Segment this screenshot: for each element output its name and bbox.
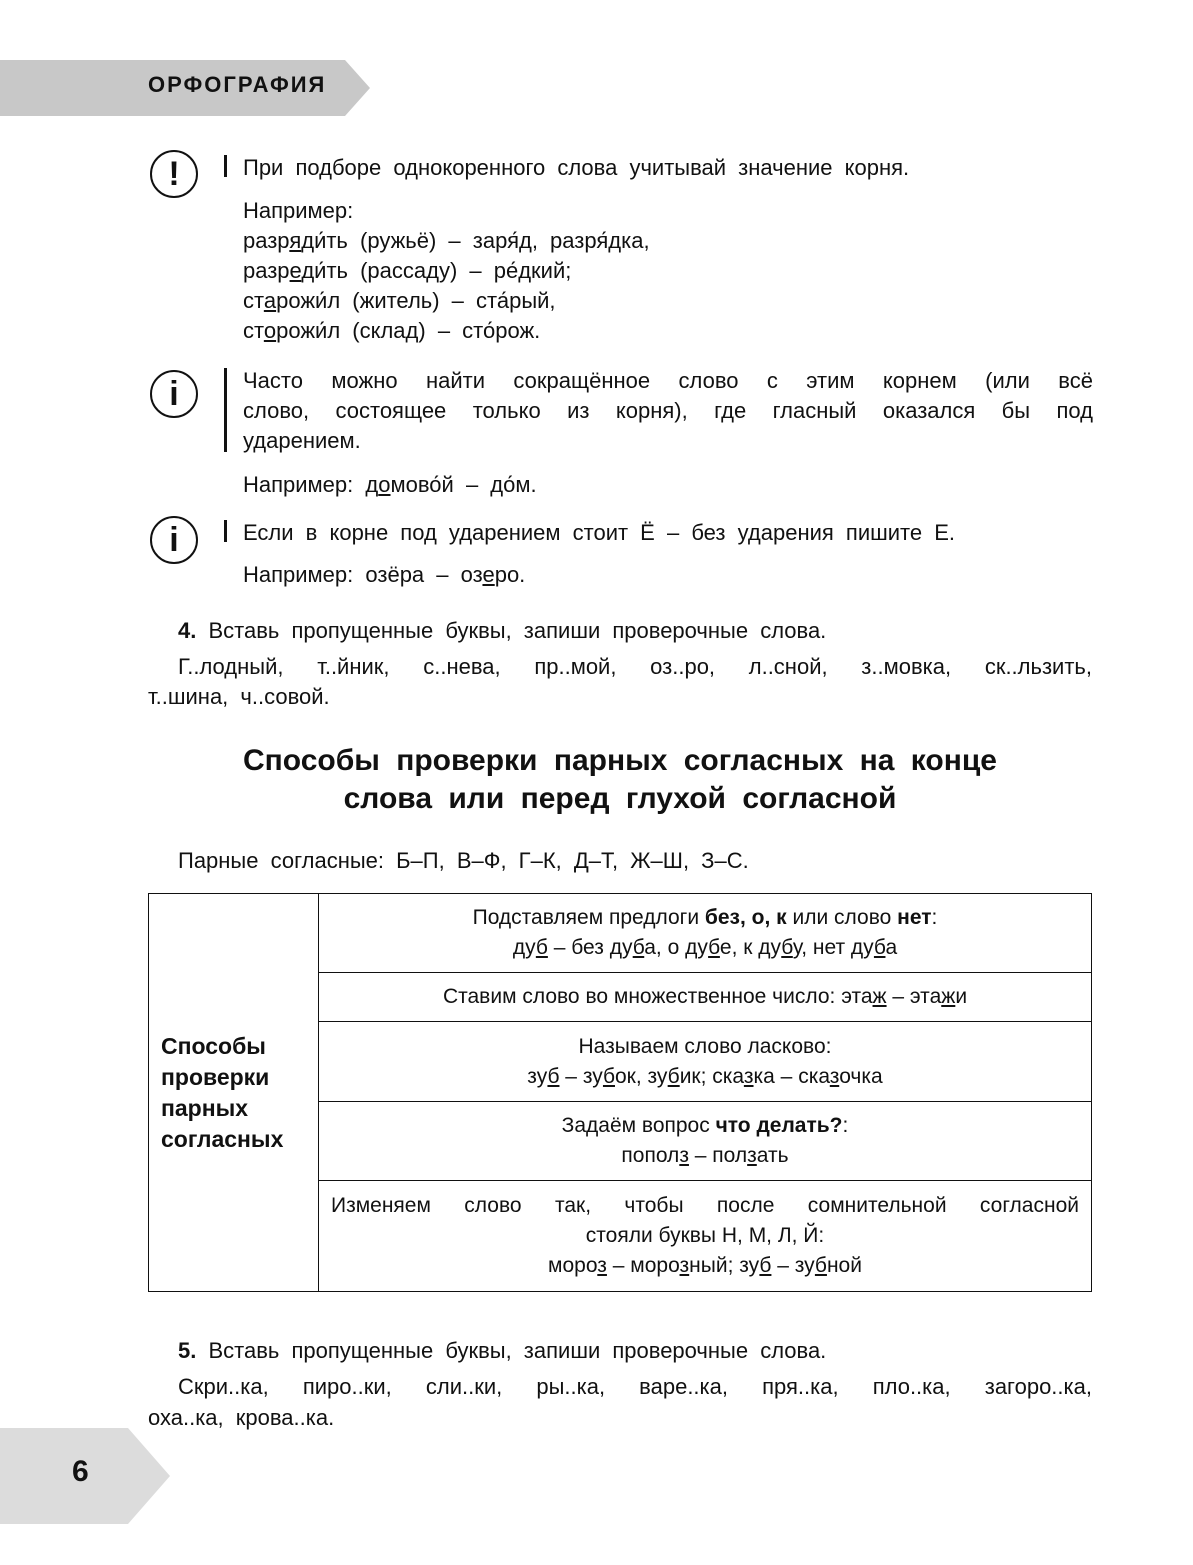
task5-line-2: оха..ка, крова..ка. — [148, 1405, 335, 1430]
table-left-label: Способы проверки парных согласных — [149, 894, 319, 1292]
task5-line-1: Скри..ка, пиро..ки, сли..ки, ры..ка, варе..ка, пря..ка, пло..ка, загоро..ка, — [178, 1374, 1092, 1399]
note3-text: Если в корне под ударением стоит Ё – без ударения пишите Е. — [243, 520, 956, 545]
table-row-change-word: Изменяем слово так, чтобы после сомнительной согласной стояли буквы Н, М, Л, Й: мороз – морозный; зуб – зубной — [319, 1181, 1092, 1292]
note1-example-label: Например: — [243, 198, 354, 223]
section-title-line-2: слова или перед глухой согласной — [343, 782, 897, 815]
note-divider — [224, 520, 227, 542]
section-title-line-1: Способы проверки парных согласных на конце — [243, 744, 997, 777]
table-row-question: Задаём вопрос что делать?: пополз – ползать — [319, 1102, 1092, 1181]
table-row-change-word-example: мороз – морозный; зуб – зубной — [548, 1254, 862, 1277]
exclamation-icon: ! — [150, 150, 198, 198]
note1-text: При подборе однокоренного слова учитывай значение корня. — [243, 155, 910, 180]
note1-example-4: сторожи́л (склад) – сто́рож. — [243, 318, 541, 343]
table-row-plural: Ставим слово во множественное число: этаж – этажи — [319, 973, 1092, 1022]
note-divider — [224, 368, 227, 452]
rules-table — [148, 893, 1092, 1292]
note2-example: Например: домово́й – до́м. — [243, 472, 537, 497]
note2-line-3: ударением. — [243, 428, 361, 453]
paired-consonants-list: Парные согласные: Б–П, В–Ф, Г–К, Д–Т, Ж–Ш, З–С. — [178, 848, 749, 873]
table-row-question-example: пополз – ползать — [621, 1144, 789, 1167]
note1-example-1: разряди́ть (ружьё) – заря́д, разря́дка, — [243, 228, 650, 253]
info-icon: i — [150, 516, 198, 564]
note2-line-1: Часто можно найти сокращённое слово с этим корнем (или всё — [243, 368, 1093, 393]
task5-instruction: 5. Вставь пропущенные буквы, запиши проверочные слова. — [178, 1338, 827, 1363]
note1-example-2: разреди́ть (рассаду) – ре́дкий; — [243, 258, 572, 283]
note3-example: Например: озёра – озеро. — [243, 562, 526, 587]
table-row-diminutive: Называем слово ласково: зуб – зубок, зубик; сказка – сказочка — [319, 1022, 1092, 1102]
task4-line-1: Г..лодный, т..йник, с..нева, пр..мой, оз..ро, л..сной, з..мовка, ск..льзить, — [178, 654, 1092, 679]
table-row-prepositions-example: дуб – без дуба, о дубе, к дубу, нет дуба — [512, 936, 898, 959]
note2-line-2: слово, состоящее только из корня), где гласный оказался бы под — [243, 398, 1093, 423]
note-divider — [224, 155, 227, 177]
task4-line-2: т..шина, ч..совой. — [148, 684, 330, 709]
info-icon: i — [150, 370, 198, 418]
page-number: 6 — [72, 1455, 89, 1488]
table-row-diminutive-example: зуб – зубок, зубик; сказка – сказочка — [527, 1064, 883, 1088]
task4-instruction: 4. Вставь пропущенные буквы, запиши проверочные слова. — [178, 618, 827, 643]
section-header-title: ОРФОГРАФИЯ — [148, 72, 327, 97]
note1-example-3: старожи́л (житель) – ста́рый, — [243, 288, 556, 313]
table-row-prepositions: Подставляем предлоги без, о, к или слово нет: дуб – без дуба, о дубе, к дубу, нет дуба — [319, 894, 1092, 973]
